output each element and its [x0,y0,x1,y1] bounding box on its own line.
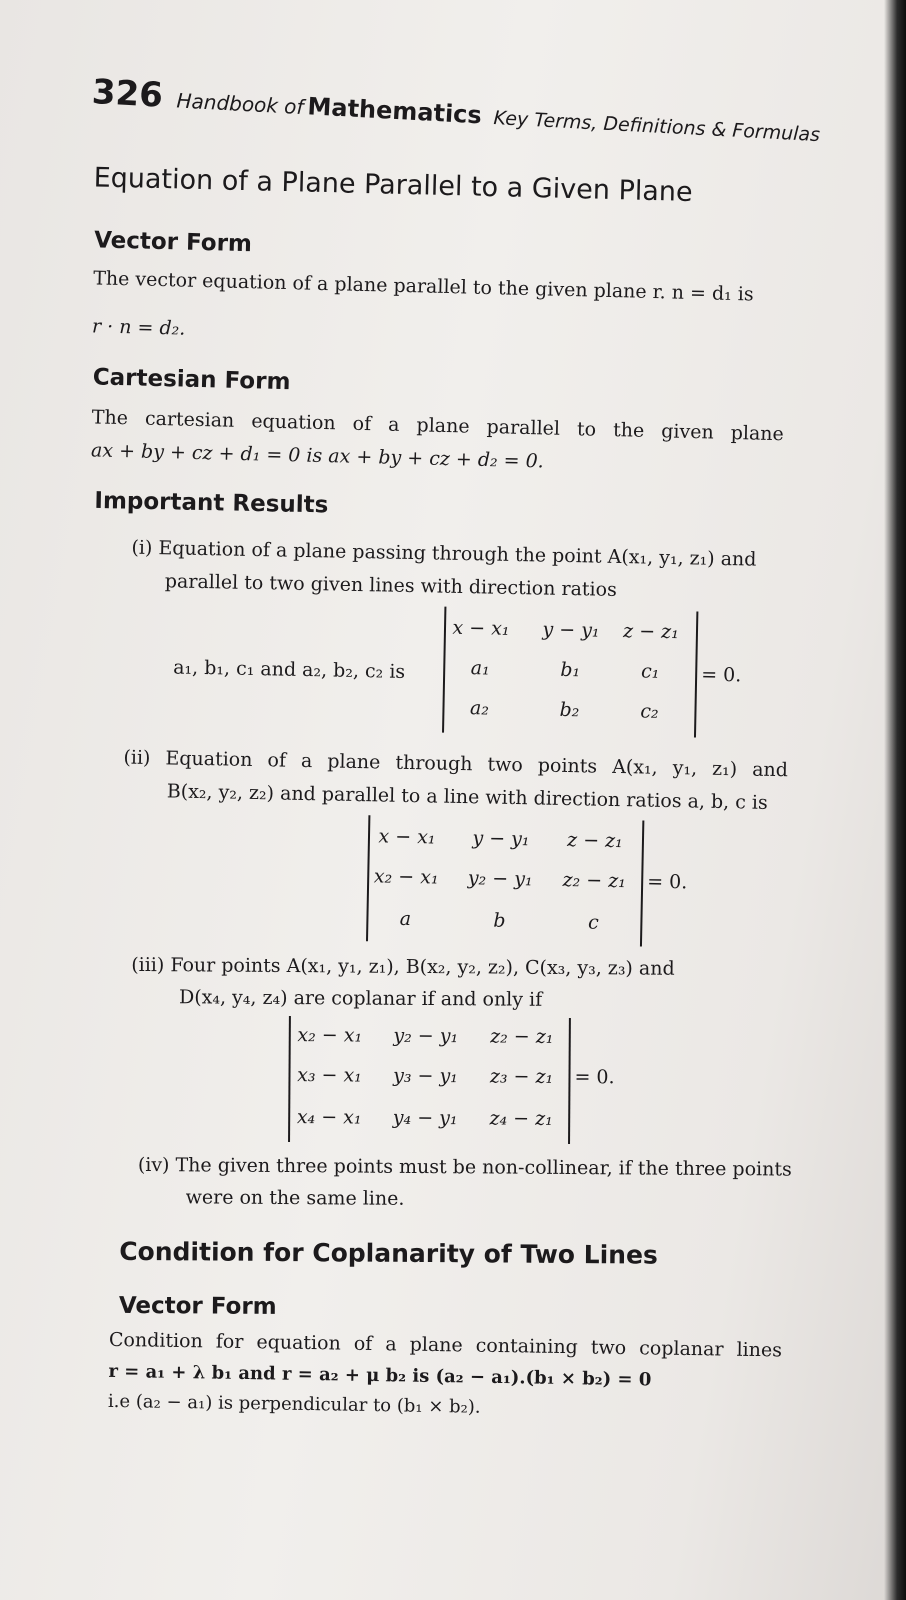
det2-cell: z₂ − z₁ [562,868,627,893]
det2-cell: a [399,907,412,931]
det3-cell: z₃ − z₁ [489,1065,554,1088]
det3-cell: z₄ − z₁ [489,1107,553,1130]
result-4-text-2: were on the same line. [185,1186,405,1210]
det3-cell: y₃ − y₁ [393,1064,458,1088]
det1-cell: a₁ [470,657,490,680]
coplanarity-condition: r = a₁ + λ b₁ and r = a₂ + μ b₂ is (a₂ − a₁).(b₁ × b₂) = 0 [108,1360,652,1391]
result-2-text: (ii) Equation of a plane through two points A(x₁, y₁, z₁) and [123,746,789,782]
result-1-text-2: parallel to two given lines with direction ratios [164,570,618,601]
cartesian-form-equation: ax + by + cz + d₁ = 0 is ax + by + cz + d₂ = 0. [90,439,545,473]
vector-form-equation: r · n = d₂. [91,315,186,340]
det2-cell: z − z₁ [566,829,623,853]
det2-cell: x − x₁ [378,825,436,849]
det1-cell: b₁ [560,658,581,682]
det2-equals-zero: = 0. [646,870,688,894]
det3-cell: y₂ − y₁ [393,1024,459,1048]
cartesian-form-heading: Cartesian Form [92,364,291,396]
coplanarity-vector-heading: Vector Form [118,1292,277,1320]
det3-equals-zero: = 0. [574,1066,615,1089]
det3-cell: x₂ − x₁ [297,1024,363,1047]
result-1-text: (i) Equation of a plane passing through the point A(x₁, y₁, z₁) and [131,536,757,571]
det2-cell: y − y₁ [472,827,530,851]
book-prefix: Handbook of [176,88,305,120]
page-edge-shadow [884,0,906,1600]
det2-cell: y₂ − y₁ [467,867,533,891]
determinant-2 [366,815,644,946]
result-4-text: (iv) The given three points must be non-collinear, if the three points [137,1153,792,1181]
page-number: 326 [90,72,164,116]
determinant-1 [442,607,698,738]
coplanarity-text: Condition for equation of a plane containing two coplanar lines [108,1328,783,1362]
det2-cell: c [587,911,599,934]
result-1-direction-ratios: a₁, b₁, c₁ and a₂, b₂, c₂ is [173,656,406,683]
det1-cell: b₂ [559,698,580,722]
cartesian-form-text: The cartesian equation of a plane parallel to the given plane [91,406,785,446]
det1-cell: x − x₁ [452,616,510,640]
book-suffix: Key Terms, Definitions & Formulas [492,107,821,147]
vector-form-heading: Vector Form [93,227,253,258]
det3-cell: z₂ − z₁ [490,1025,554,1048]
det2-cell: b [493,909,506,932]
section-title: Equation of a Plane Parallel to a Given Plane [93,162,693,208]
det3-cell: y₄ − y₁ [392,1106,458,1130]
det1-cell: c₂ [640,700,659,723]
det1-cell: c₁ [640,660,660,683]
det1-cell: z − z₁ [622,620,680,644]
det3-cell: x₃ − x₁ [297,1064,362,1087]
result-3-text: (iii) Four points A(x₁, y₁, z₁), B(x₂, y₂, z₂), C(x₃, y₃, z₃) and [131,953,675,980]
det1-cell: y − y₁ [542,618,600,642]
coplanarity-perpendicular: i.e (a₂ − a₁) is perpendicular to (b₁ × b₂). [107,1390,481,1418]
det1-cell: a₂ [469,697,490,720]
coplanarity-title: Condition for Coplanarity of Two Lines [119,1236,658,1270]
vector-form-text: The vector equation of a plane parallel to the given plane r. n = d₁ is [92,267,754,306]
book-subject: Mathematics [306,92,483,130]
page-header [91,72,821,150]
det3-cell: x₄ − x₁ [296,1106,362,1129]
det2-cell: x₂ − x₁ [373,865,439,889]
det1-equals-zero: = 0. [700,663,742,687]
result-3-text-2: D(x₄, y₄, z₄) are coplanar if and only if [178,986,543,1011]
important-results-heading: Important Results [94,487,329,519]
determinant-3 [288,1016,571,1144]
result-2-text-2: B(x₂, y₂, z₂) and parallel to a line with direction ratios a, b, c is [166,780,768,814]
